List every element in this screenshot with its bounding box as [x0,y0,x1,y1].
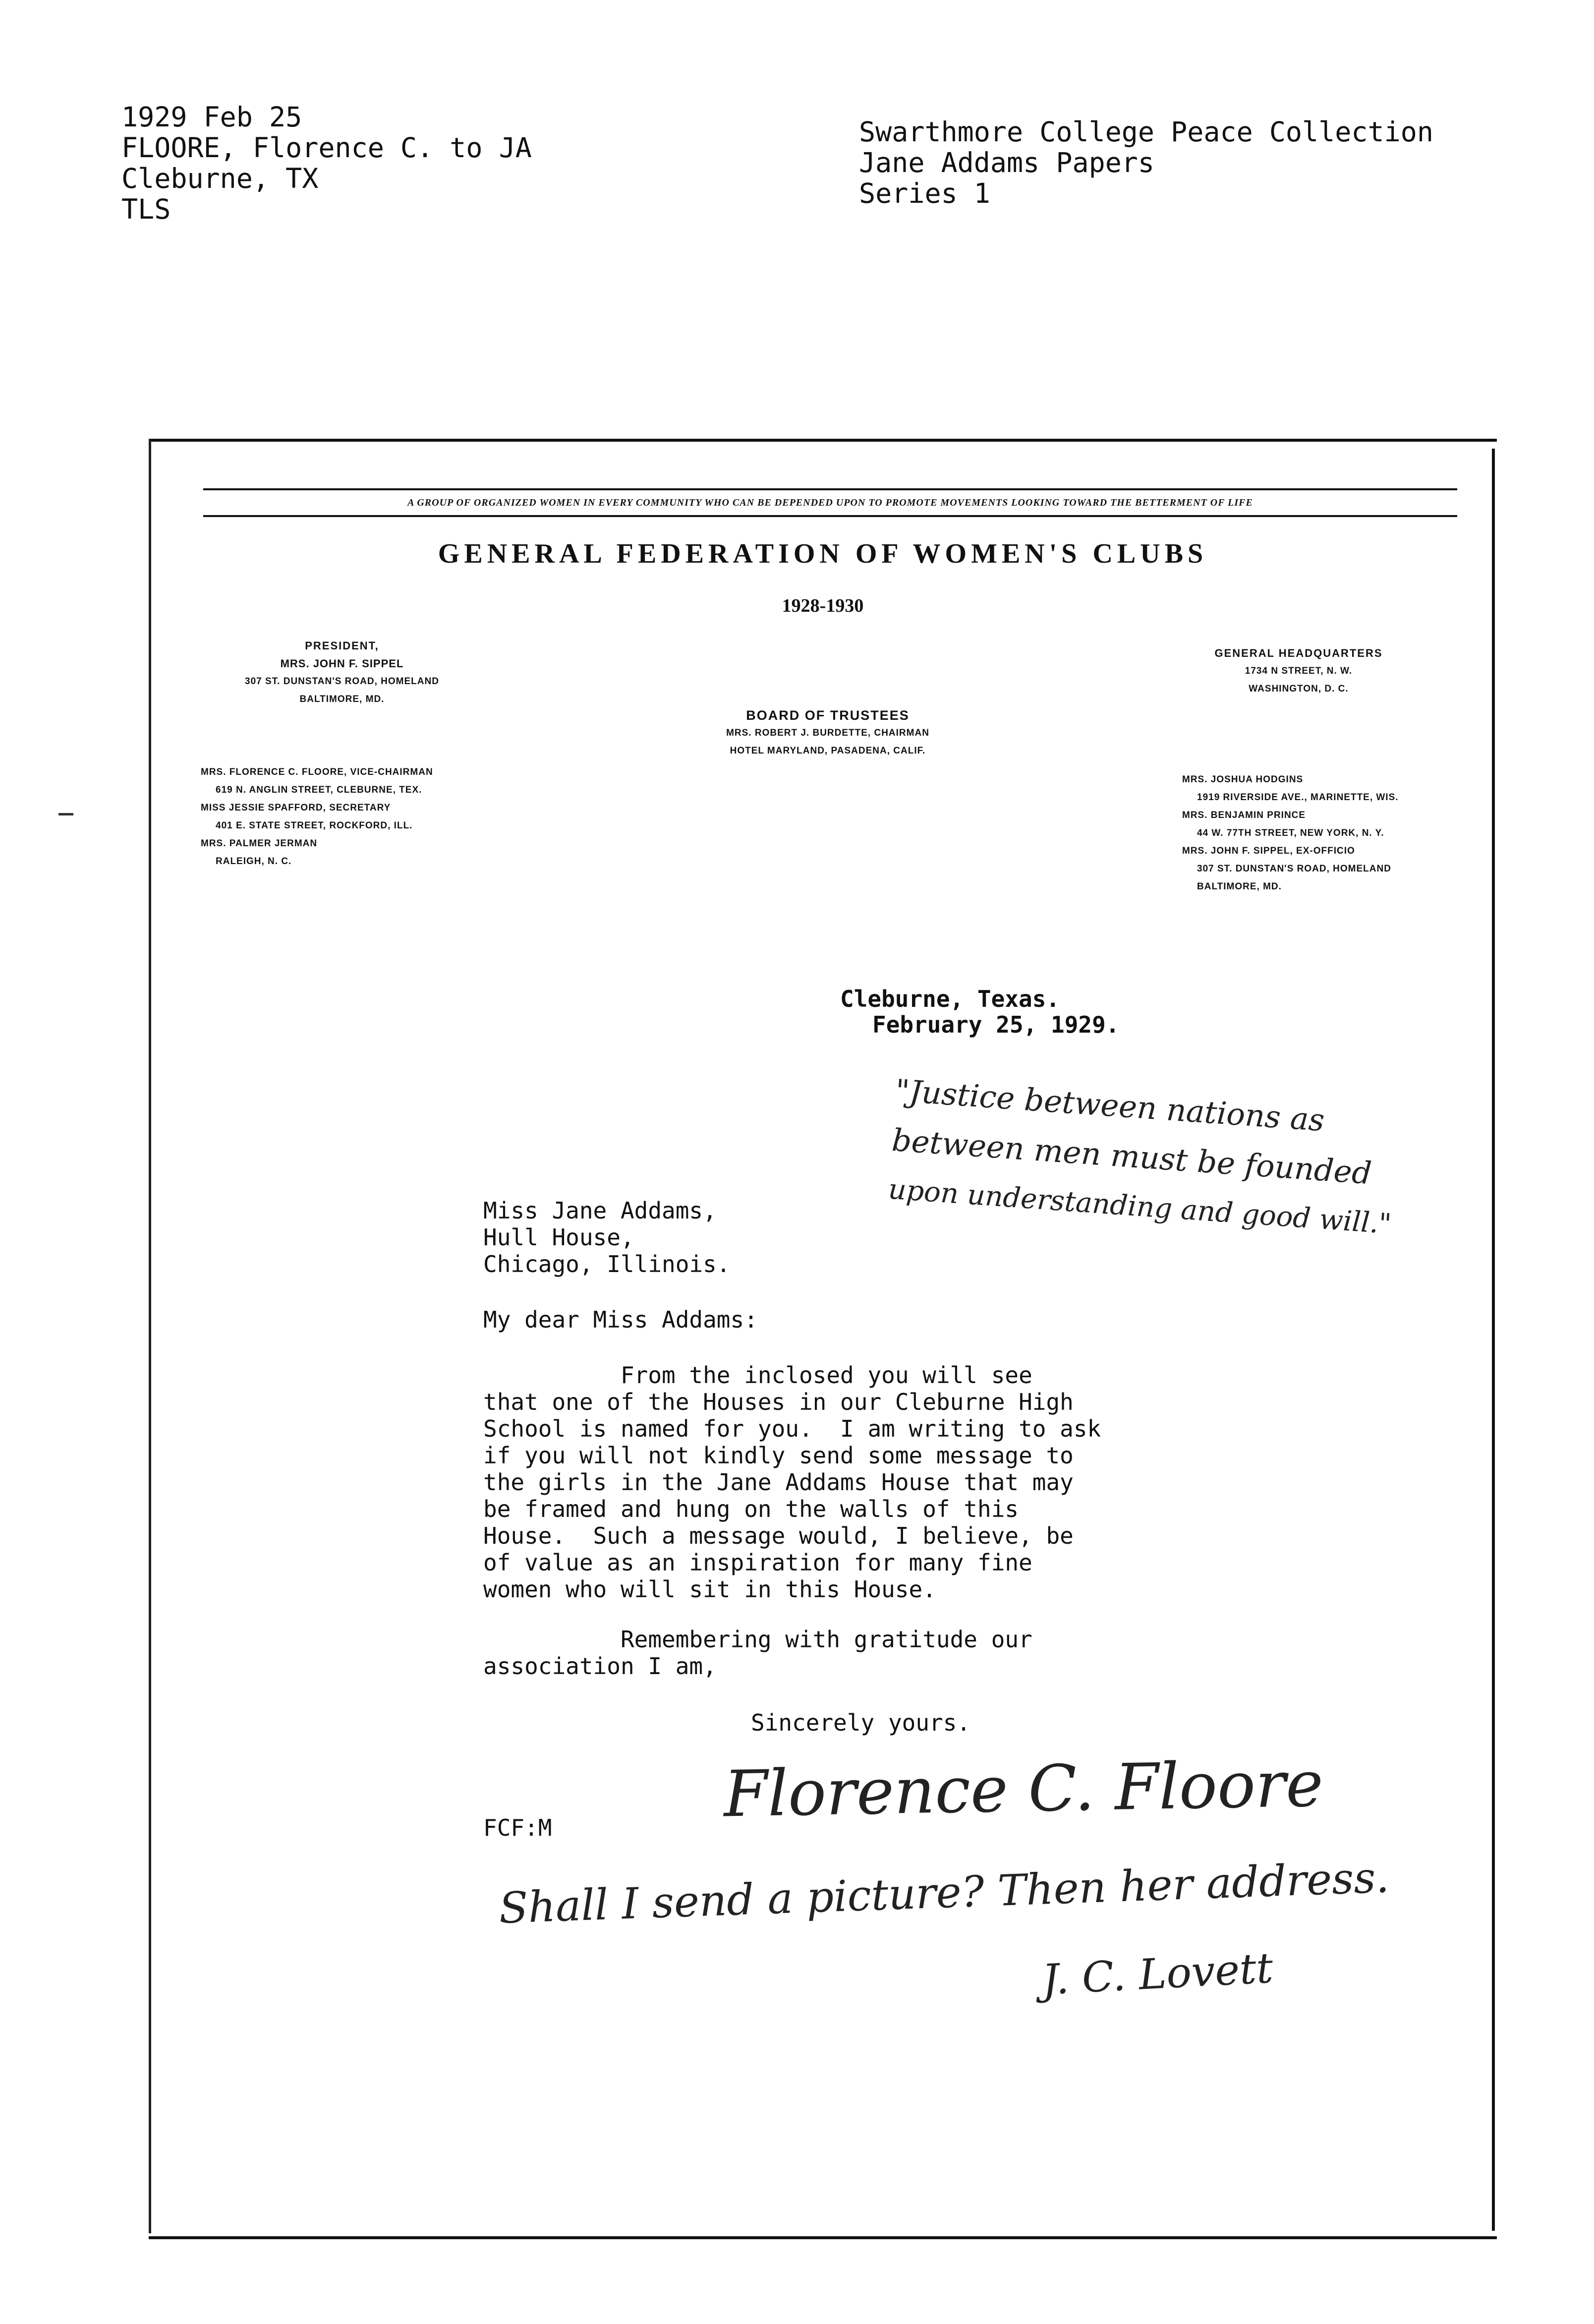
trustee-hodgins: MRS. JOSHUA HODGINS [1182,774,1304,785]
recipient-name: Miss Jane Addams, [483,1197,717,1224]
board-title: BOARD OF TRUSTEES [746,708,910,723]
letterhead-motto: A GROUP OF ORGANIZED WOMEN IN EVERY COMMUNITY WHO CAN BE DEPENDED UPON TO PROMOTE MOVEMENTS LOOKING TOWARD THE BETTERMENT OF LIFE [203,488,1457,517]
body-line: of value as an inspiration for many fine [483,1549,1032,1576]
body-line: women who will sit in this House. [483,1576,936,1603]
trustee-floore: MRS. FLORENCE C. FLOORE, VICE-CHAIRMAN [201,767,433,777]
trustee-prince: MRS. BENJAMIN PRINCE [1182,810,1306,820]
letter-body [483,1362,1101,1603]
headquarters-block [1180,644,1418,698]
body-line: From the inclosed you will see [483,1362,1032,1389]
body-line: that one of the Houses in our Cleburne High [483,1389,1074,1415]
frame-left-edge [149,439,151,2233]
catalog-place: Cleburne, TX [121,163,319,194]
recipient-city: Chicago, Illinois. [483,1251,731,1278]
trustee-jerman: MRS. PALMER JERMAN [201,838,318,849]
quote-line: "Justice between nations as [894,1072,1326,1139]
catalog-correspondents: FLOORE, Florence C. to JA [121,132,532,164]
trustees-left [201,763,433,871]
organization-name: GENERAL FEDERATION OF WOMEN'S CLUBS [438,538,1208,569]
recipient-street: Hull House, [483,1224,634,1251]
trustees-right [1182,771,1399,896]
body-line: be framed and hung on the walls of this [483,1496,1019,1522]
term-years: 1928-1930 [782,595,864,616]
trustee-floore-address: 619 N. ANGLIN STREET, CLEBURNE, TEX. [216,785,422,795]
recipient-address [483,1197,731,1278]
board-chairman: MRS. ROBERT J. BURDETTE, CHAIRMAN [726,728,929,738]
letter-place: Cleburne, Texas. [840,986,1060,1012]
body-line: the girls in the Jane Addams House that may [483,1469,1074,1496]
trustee-sippel-city: BALTIMORE, MD. [1197,881,1282,892]
trustee-spafford: MISS JESSIE SPAFFORD, SECRETARY [201,803,391,813]
president-city: BALTIMORE, MD. [299,694,385,704]
trustee-sippel: MRS. JOHN F. SIPPEL, EX-OFFICIO [1182,846,1355,856]
salutation: My dear Miss Addams: [483,1306,758,1333]
quote-line: upon understanding and good will." [887,1173,1393,1241]
typist-initials: FCF:M [483,1814,552,1841]
closing-line: association I am, [483,1653,717,1680]
trustee-spafford-address: 401 E. STATE STREET, ROCKFORD, ILL. [216,820,413,831]
closing-line: Remembering with gratitude our [483,1626,1032,1653]
trustee-hodgins-address: 1919 RIVERSIDE AVE., MARINETTE, WIS. [1197,792,1399,803]
margin-mark [58,813,73,815]
series-name: Series 1 [859,177,990,209]
headquarters-city: WASHINGTON, D. C. [1249,684,1349,694]
papers-name: Jane Addams Papers [859,147,1155,178]
catalog-info-right [859,116,1433,209]
headquarters-street: 1734 N STREET, N. W. [1245,666,1353,676]
president-address: 307 ST. DUNSTAN'S ROAD, HOMELAND [245,676,439,687]
trustee-sippel-address: 307 ST. DUNSTAN'S ROAD, HOMELAND [1197,864,1391,874]
note-signature: J. C. Lovett [1041,1943,1274,2004]
body-line: if you will not kindly send some message to [483,1442,1074,1469]
trustee-prince-address: 44 W. 77TH STREET, NEW YORK, N. Y. [1197,828,1384,838]
body-line: House. Such a message would, I believe, be [483,1522,1074,1549]
quote-line: between men must be founded [891,1121,1373,1192]
signature: Florence C. Floore [723,1747,1324,1832]
frame-right-edge [1492,449,1495,2231]
headquarters-title: GENERAL HEADQUARTERS [1214,647,1383,659]
catalog-format: TLS [121,193,171,225]
president-block [218,637,466,708]
president-title: PRESIDENT, [305,639,379,652]
catalog-info-left [121,102,532,225]
complimentary-close: Sincerely yours. [751,1709,971,1736]
president-name: MRS. JOHN F. SIPPEL [280,657,404,670]
board-block [659,706,996,760]
trustee-jerman-address: RALEIGH, N. C. [216,856,292,867]
handwritten-note: Shall I send a picture? Then her address. [498,1853,1390,1933]
catalog-date: 1929 Feb 25 [121,101,302,133]
board-chairman-address: HOTEL MARYLAND, PASADENA, CALIF. [730,746,926,756]
body-line: School is named for you. I am writing to ask [483,1415,1101,1442]
closing-paragraph [483,1626,1032,1680]
letter-date: February 25, 1929. [872,1011,1120,1038]
collection-name: Swarthmore College Peace Collection [859,116,1433,148]
